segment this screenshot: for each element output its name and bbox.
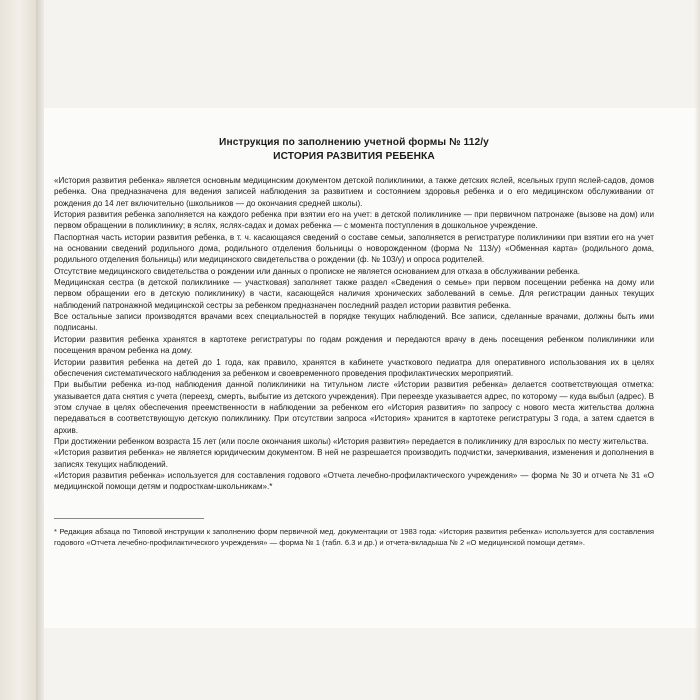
sheet-top-margin: [44, 0, 700, 108]
document-sheet: [44, 0, 700, 700]
footnote-text: * Редакция абзаца по Типовой инструкции к заполнению форм первичной мед. документации от 1983 года: «История развития ребенка» используется для составления годового «Отчета лечебно-профилактического учреждения» — форма № 1 (табл. 6.3 и др.) и отчета-вкладыша № 2 «О медицинской помощи детям».: [54, 527, 654, 548]
paragraph: Все остальные записи производятся врачами всех специальностей в порядке текущих наблюдений. Все записи, сделанные врачами, должны быть ими подписаны.: [54, 312, 654, 333]
page-right-edge: [694, 0, 700, 700]
paragraph: Истории развития ребенка на детей до 1 года, как правило, хранятся в кабинете участкового педиатра для оперативного использования их в целях обеспечения систематического наблюдения за ребенком и своевременного проведения профилактических мероприятий.: [54, 357, 654, 378]
title-line-2: ИСТОРИЯ РАЗВИТИЯ РЕБЕНКА: [273, 151, 435, 162]
book-binding-edge: [0, 0, 36, 700]
document-title: [54, 136, 654, 164]
paragraph: При достижении ребенком возраста 15 лет (или после окончания школы) «История развития» передается в поликлинику для взрослых по месту жительства.: [54, 436, 649, 446]
document-body: [54, 136, 654, 493]
paragraph: Истории развития ребенка хранятся в картотеке регистратуры по годам рождения и передаются врачу в день посещения ребенком поликлиники или посещения врачом ребенка на дому.: [54, 334, 654, 356]
paragraph: «История развития ребенка» не является юридическим документом. В ней не разрешается производить подчистки, зачеркивания, изменения и дополнения в записях текущих наблюдений.: [54, 448, 654, 469]
paragraph: При выбытии ребенка из-под наблюдения данной поликлиники на титульном листе «Истории развития ребенка» делается соответствующая отметка: указывается дата снятия с учета (переезд, смерть, выбытие из детского учреждения). При переезде указывается адрес, по которому — куда выбыл (адрес). В этом случае в целях обеспечения преемственности в наблюдении за ребенком его «История развития» по запросу с нового места жительства должна передаваться в соответствующую детскую поликлинику. При отсутствии запроса «История» хранится в картотеке регистратуры 3 года, а затем сдается в архив.: [54, 380, 654, 435]
footnote-divider: [54, 518, 204, 519]
paragraph: Медицинская сестра (в детской поликлинике — участковая) заполняет также раздел «Сведения о семье» при первом посещении ребенка на дому или первом обращении его в детскую поликлинику) в части, касающейся наличия хронических заболеваний в семье. Для регистрации данных текущих наблюдений патронажной медицинской сестры за ребенком предназначен последний раздел истории развития ребенка.: [54, 278, 654, 310]
paragraph: «История развития ребенка» является основным медицинским документом детской поликлиники, а также детских яслей, ясельных групп яслей-садов, домов ребенка. Она предназначена для ведения записей наблюдения за развитием и состоянием здоровья ребенка и о его медицинском обслуживании от рождения до 14 лет включительно (школьников — до окончания средней школы).: [54, 176, 654, 208]
paragraph: Паспортная часть истории развития ребенка, в т. ч. касающаяся сведений о составе семьи, заполняется в регистратуре поликлиники при взятии его на учет на основании сведений родильного дома, родильного отделения больницы о новорожденном (форма № 113/у) «Обменная карта» (родильного дома, родильного отделения больницы) или медицинского свидетельства о рождении (ф. № 103/у) и опроса родителей.: [54, 232, 654, 265]
footnote-block: [54, 518, 654, 548]
paragraph: Отсутствие медицинского свидетельства о рождении или данных о прописке не является основанием для отказа в обслуживании ребенка.: [54, 266, 580, 276]
sheet-bottom-margin: [44, 628, 700, 700]
title-line-1: Инструкция по заполнению учетной формы № 112/у: [219, 137, 489, 148]
printed-text-area: [44, 108, 700, 628]
paragraph: История развития ребенка заполняется на каждого ребенка при взятии его на учет: в детской поликлинике — при первичном патронаже (вызове на дом) или первом обращении в поликлинику; в яслях, яслях-садах и домах ребенка — с момента поступления в дошкольное учреждение.: [54, 210, 654, 231]
paragraph: «История развития ребенка» используется для составления годового «Отчета лечебно-профилактического учреждения» — форма № 30 и отчета № 31 «О медицинской помощи детям и подросткам-школьникам».*: [54, 470, 654, 492]
